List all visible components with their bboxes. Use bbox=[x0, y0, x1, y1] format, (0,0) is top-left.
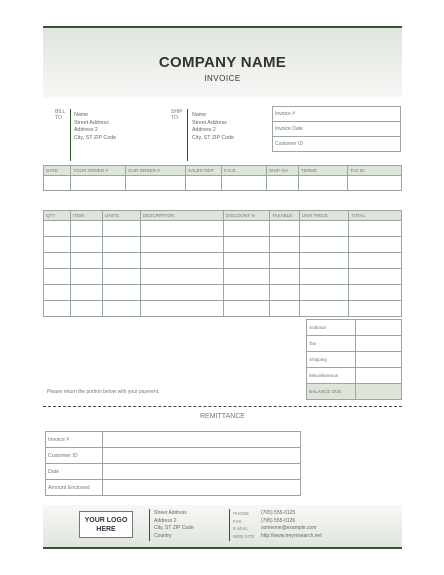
invoice-info-box bbox=[272, 106, 401, 152]
item-cell[interactable] bbox=[270, 269, 300, 285]
items-header: UNIT PRICE bbox=[300, 211, 349, 221]
item-cell[interactable] bbox=[71, 237, 103, 253]
item-cell[interactable] bbox=[103, 221, 141, 237]
items-header: TAXABLE bbox=[270, 211, 300, 221]
item-cell[interactable] bbox=[44, 221, 71, 237]
order-header: TAX ID bbox=[348, 166, 402, 176]
misc-label: Miscellaneous bbox=[307, 368, 356, 384]
item-cell[interactable] bbox=[71, 285, 103, 301]
item-cell[interactable] bbox=[141, 301, 224, 317]
item-cell[interactable] bbox=[224, 301, 270, 317]
order-table bbox=[43, 165, 402, 191]
items-header: DISCOUNT % bbox=[224, 211, 270, 221]
footer-bar-2 bbox=[229, 509, 230, 541]
item-cell[interactable] bbox=[141, 253, 224, 269]
items-header: QTY bbox=[44, 211, 71, 221]
item-cell[interactable] bbox=[300, 269, 349, 285]
item-cell[interactable] bbox=[270, 301, 300, 317]
item-cell[interactable] bbox=[44, 269, 71, 285]
tax-value[interactable] bbox=[356, 336, 402, 352]
remit-customer-value[interactable] bbox=[103, 448, 301, 464]
item-cell[interactable] bbox=[44, 237, 71, 253]
item-cell[interactable] bbox=[103, 237, 141, 253]
item-cell[interactable] bbox=[270, 253, 300, 269]
balance-due-label: BALANCE DUE bbox=[307, 384, 356, 400]
remittance-title: REMITTANCE bbox=[200, 413, 245, 420]
item-cell[interactable] bbox=[71, 253, 103, 269]
customer-id-field[interactable]: Customer ID bbox=[273, 137, 401, 152]
item-cell[interactable] bbox=[71, 301, 103, 317]
order-header: SHIP VIA bbox=[267, 166, 299, 176]
item-cell[interactable] bbox=[300, 237, 349, 253]
invoice-header bbox=[43, 28, 402, 98]
item-cell[interactable] bbox=[103, 285, 141, 301]
return-note: Please return the portion below with your payment. bbox=[47, 389, 160, 395]
ship-to-bar bbox=[187, 109, 188, 161]
item-cell[interactable] bbox=[44, 285, 71, 301]
items-header: DESCRIPTION bbox=[141, 211, 224, 221]
items-header: TOTAL bbox=[349, 211, 402, 221]
misc-value[interactable] bbox=[356, 368, 402, 384]
item-cell[interactable] bbox=[103, 301, 141, 317]
order-cell[interactable] bbox=[267, 176, 299, 191]
item-cell[interactable] bbox=[300, 301, 349, 317]
order-header: DATE bbox=[44, 166, 71, 176]
item-cell[interactable] bbox=[300, 285, 349, 301]
subtotal-value[interactable] bbox=[356, 320, 402, 336]
totals-table bbox=[306, 319, 402, 400]
order-cell[interactable] bbox=[299, 176, 348, 191]
tax-label: Tax bbox=[307, 336, 356, 352]
item-cell[interactable] bbox=[71, 221, 103, 237]
item-cell[interactable] bbox=[44, 301, 71, 317]
order-header: OUR ORDER # bbox=[126, 166, 186, 176]
item-cell[interactable] bbox=[300, 253, 349, 269]
bill-to-address: Name Street Address Address 2 City, ST ZIP Code bbox=[74, 112, 117, 141]
footer-bar-1 bbox=[149, 509, 150, 541]
item-cell[interactable] bbox=[349, 269, 402, 285]
balance-due-value[interactable] bbox=[356, 384, 402, 400]
item-cell[interactable] bbox=[103, 269, 141, 285]
email-link[interactable]: someone@example.com bbox=[261, 525, 317, 531]
invoice-page bbox=[43, 26, 402, 549]
item-cell[interactable] bbox=[141, 237, 224, 253]
subtotal-label: Subtotal bbox=[307, 320, 356, 336]
footer-address: Street Address Address 2 City, ST ZIP Code Country bbox=[154, 510, 194, 539]
order-header: YOUR ORDER # bbox=[71, 166, 126, 176]
remit-amount-value[interactable] bbox=[103, 480, 301, 496]
remit-invoice-label: Invoice # bbox=[46, 432, 103, 448]
order-cell[interactable] bbox=[44, 176, 71, 191]
item-cell[interactable] bbox=[141, 285, 224, 301]
document-title: INVOICE bbox=[204, 74, 241, 83]
order-cell[interactable] bbox=[222, 176, 267, 191]
item-cell[interactable] bbox=[141, 221, 224, 237]
cut-line bbox=[43, 406, 402, 407]
item-cell[interactable] bbox=[300, 221, 349, 237]
order-header: F.O.B. bbox=[222, 166, 267, 176]
items-table bbox=[43, 210, 402, 317]
invoice-date-field[interactable]: Invoice Date bbox=[273, 122, 401, 137]
items-header: UNITS bbox=[103, 211, 141, 221]
item-cell[interactable] bbox=[71, 269, 103, 285]
order-header: SALES REP. bbox=[186, 166, 222, 176]
order-header: TERMS bbox=[299, 166, 348, 176]
shipping-label: Shipping bbox=[307, 352, 356, 368]
item-cell[interactable] bbox=[103, 253, 141, 269]
invoice-footer bbox=[43, 505, 402, 547]
shipping-value[interactable] bbox=[356, 352, 402, 368]
invoice-number-field[interactable]: Invoice # bbox=[273, 107, 401, 122]
item-cell[interactable] bbox=[224, 269, 270, 285]
order-cell[interactable] bbox=[186, 176, 222, 191]
website-link[interactable]: http://www.treyresearch.net bbox=[261, 532, 322, 539]
ship-to-label: SHIP TO bbox=[171, 109, 183, 121]
item-cell[interactable] bbox=[224, 285, 270, 301]
item-cell[interactable] bbox=[44, 253, 71, 269]
bill-to-bar bbox=[70, 109, 71, 161]
footer-contact-values: (705) 555-0125 (705) 555-0126 someone@example.com http://www.treyresearch.net bbox=[261, 510, 322, 539]
remittance-table bbox=[45, 431, 301, 496]
company-name: COMPANY NAME bbox=[158, 54, 287, 71]
item-cell[interactable] bbox=[349, 221, 402, 237]
order-cell[interactable] bbox=[348, 176, 402, 191]
items-header: ITEM bbox=[71, 211, 103, 221]
bill-to-label: BILL TO bbox=[55, 109, 66, 121]
item-cell[interactable] bbox=[224, 253, 270, 269]
remit-date-value[interactable] bbox=[103, 464, 301, 480]
item-cell[interactable] bbox=[141, 269, 224, 285]
remit-invoice-value[interactable] bbox=[103, 432, 301, 448]
remit-customer-label: Customer ID bbox=[46, 448, 103, 464]
logo-placeholder: YOUR LOGO HERE bbox=[79, 511, 133, 538]
remit-amount-label: Amount Enclosed bbox=[46, 480, 103, 496]
footer-contact-labels: PHONE FAX E-MAIL WEB SITE bbox=[233, 511, 255, 539]
item-cell[interactable] bbox=[270, 221, 300, 237]
remit-date-label: Date bbox=[46, 464, 103, 480]
item-cell[interactable] bbox=[349, 237, 402, 253]
item-cell[interactable] bbox=[224, 221, 270, 237]
item-cell[interactable] bbox=[224, 237, 270, 253]
item-cell[interactable] bbox=[349, 253, 402, 269]
order-cell[interactable] bbox=[126, 176, 186, 191]
item-cell[interactable] bbox=[349, 301, 402, 317]
item-cell[interactable] bbox=[270, 237, 300, 253]
order-cell[interactable] bbox=[71, 176, 126, 191]
item-cell[interactable] bbox=[270, 285, 300, 301]
item-cell[interactable] bbox=[349, 285, 402, 301]
ship-to-address: Name Street Address Address 2 City, ST ZIP Code bbox=[192, 112, 235, 141]
